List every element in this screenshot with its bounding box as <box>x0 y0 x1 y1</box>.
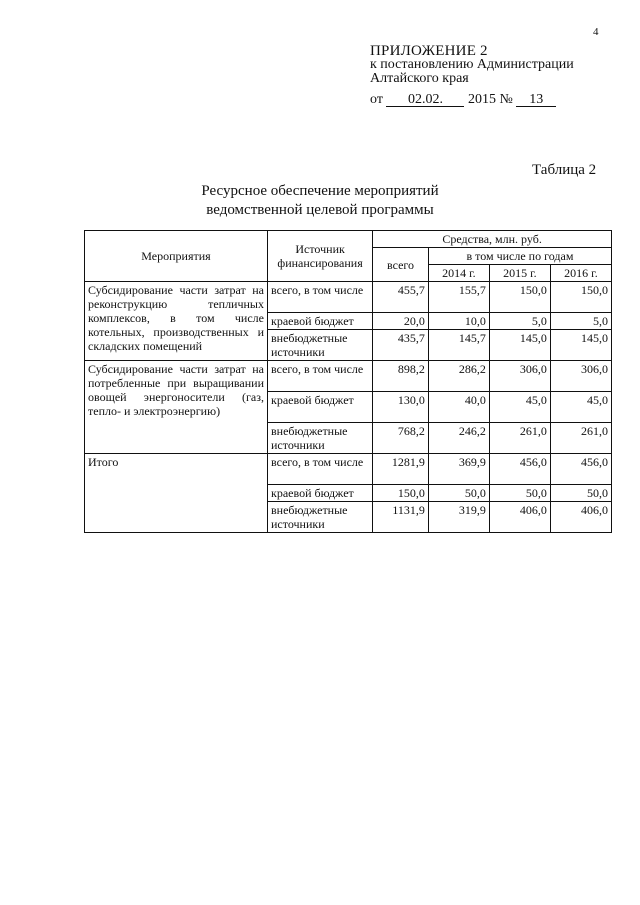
y2014-cell: 155,7 <box>428 282 489 313</box>
source-cell: краевой бюджет <box>268 485 373 502</box>
y2016-cell: 261,0 <box>550 423 611 454</box>
y2016-cell: 306,0 <box>550 361 611 392</box>
y2014-cell: 369,9 <box>428 454 489 485</box>
source-cell: краевой бюджет <box>268 392 373 423</box>
decree-year: 2015 № <box>467 92 513 107</box>
table-row <box>85 454 612 485</box>
y2014-cell: 246,2 <box>428 423 489 454</box>
y2015-cell: 261,0 <box>489 423 550 454</box>
y2014-cell: 50,0 <box>428 485 489 502</box>
y2016-cell: 145,0 <box>550 330 611 361</box>
table-row <box>85 361 612 392</box>
decree-number: 13 <box>516 93 556 107</box>
total-cell: 898,2 <box>373 361 429 392</box>
total-cell: 435,7 <box>373 330 429 361</box>
y2016-cell: 406,0 <box>550 502 611 533</box>
y2016-cell: 5,0 <box>550 313 611 330</box>
source-cell: всего, в том числе <box>268 454 373 485</box>
decree-prefix: от <box>370 92 383 107</box>
event-cell: Итого <box>85 454 268 533</box>
header-2016: 2016 г. <box>550 265 611 282</box>
header-funds: Средства, млн. руб. <box>373 231 612 248</box>
total-cell: 768,2 <box>373 423 429 454</box>
y2014-cell: 10,0 <box>428 313 489 330</box>
header-2015: 2015 г. <box>489 265 550 282</box>
source-cell: внебюджетные источники <box>268 330 373 361</box>
total-cell: 455,7 <box>373 282 429 313</box>
header-event: Мероприятия <box>85 231 268 282</box>
y2014-cell: 319,9 <box>428 502 489 533</box>
y2015-cell: 306,0 <box>489 361 550 392</box>
source-cell: всего, в том числе <box>268 361 373 392</box>
heading-line-1: Ресурсное обеспечение мероприятий <box>201 183 439 199</box>
resources-table <box>84 230 612 533</box>
y2016-cell: 45,0 <box>550 392 611 423</box>
heading-line-2: ведомственной целевой программы <box>206 202 434 218</box>
y2015-cell: 5,0 <box>489 313 550 330</box>
source-cell: всего, в том числе <box>268 282 373 313</box>
appendix-line-1: к постановлению Администрации <box>370 57 574 72</box>
table-heading <box>170 182 470 220</box>
total-cell: 130,0 <box>373 392 429 423</box>
header-by-years: в том числе по годам <box>428 248 611 265</box>
y2015-cell: 456,0 <box>489 454 550 485</box>
total-cell: 1281,9 <box>373 454 429 485</box>
y2014-cell: 145,7 <box>428 330 489 361</box>
y2016-cell: 150,0 <box>550 282 611 313</box>
appendix-block <box>370 44 632 86</box>
total-cell: 1131,9 <box>373 502 429 533</box>
appendix-line-2: Алтайского края <box>370 71 469 86</box>
decree-line <box>370 92 556 108</box>
table-label: Таблица 2 <box>532 162 597 178</box>
event-cell: Субсидирование части затрат на потребленные при выращивании овощей энергоносители (газ, тепло- и электроэнергию) <box>85 361 268 454</box>
appendix-title: ПРИЛОЖЕНИЕ 2 <box>370 43 488 59</box>
y2015-cell: 50,0 <box>489 485 550 502</box>
y2015-cell: 150,0 <box>489 282 550 313</box>
header-source: Источник финансирования <box>268 231 373 282</box>
event-cell: Субсидирование части затрат на реконструкцию тепличных комплексов, в том числе котельных, производственных и складских помещений <box>85 282 268 361</box>
source-cell: внебюджетные источники <box>268 423 373 454</box>
y2015-cell: 45,0 <box>489 392 550 423</box>
y2014-cell: 286,2 <box>428 361 489 392</box>
y2016-cell: 456,0 <box>550 454 611 485</box>
total-cell: 150,0 <box>373 485 429 502</box>
decree-date: 02.02. <box>386 93 464 107</box>
page-number: 4 <box>593 26 599 38</box>
total-cell: 20,0 <box>373 313 429 330</box>
header-2014: 2014 г. <box>428 265 489 282</box>
y2014-cell: 40,0 <box>428 392 489 423</box>
header-total: всего <box>373 248 429 282</box>
y2016-cell: 50,0 <box>550 485 611 502</box>
source-cell: внебюджетные источники <box>268 502 373 533</box>
source-cell: краевой бюджет <box>268 313 373 330</box>
y2015-cell: 406,0 <box>489 502 550 533</box>
y2015-cell: 145,0 <box>489 330 550 361</box>
table-row <box>85 282 612 313</box>
